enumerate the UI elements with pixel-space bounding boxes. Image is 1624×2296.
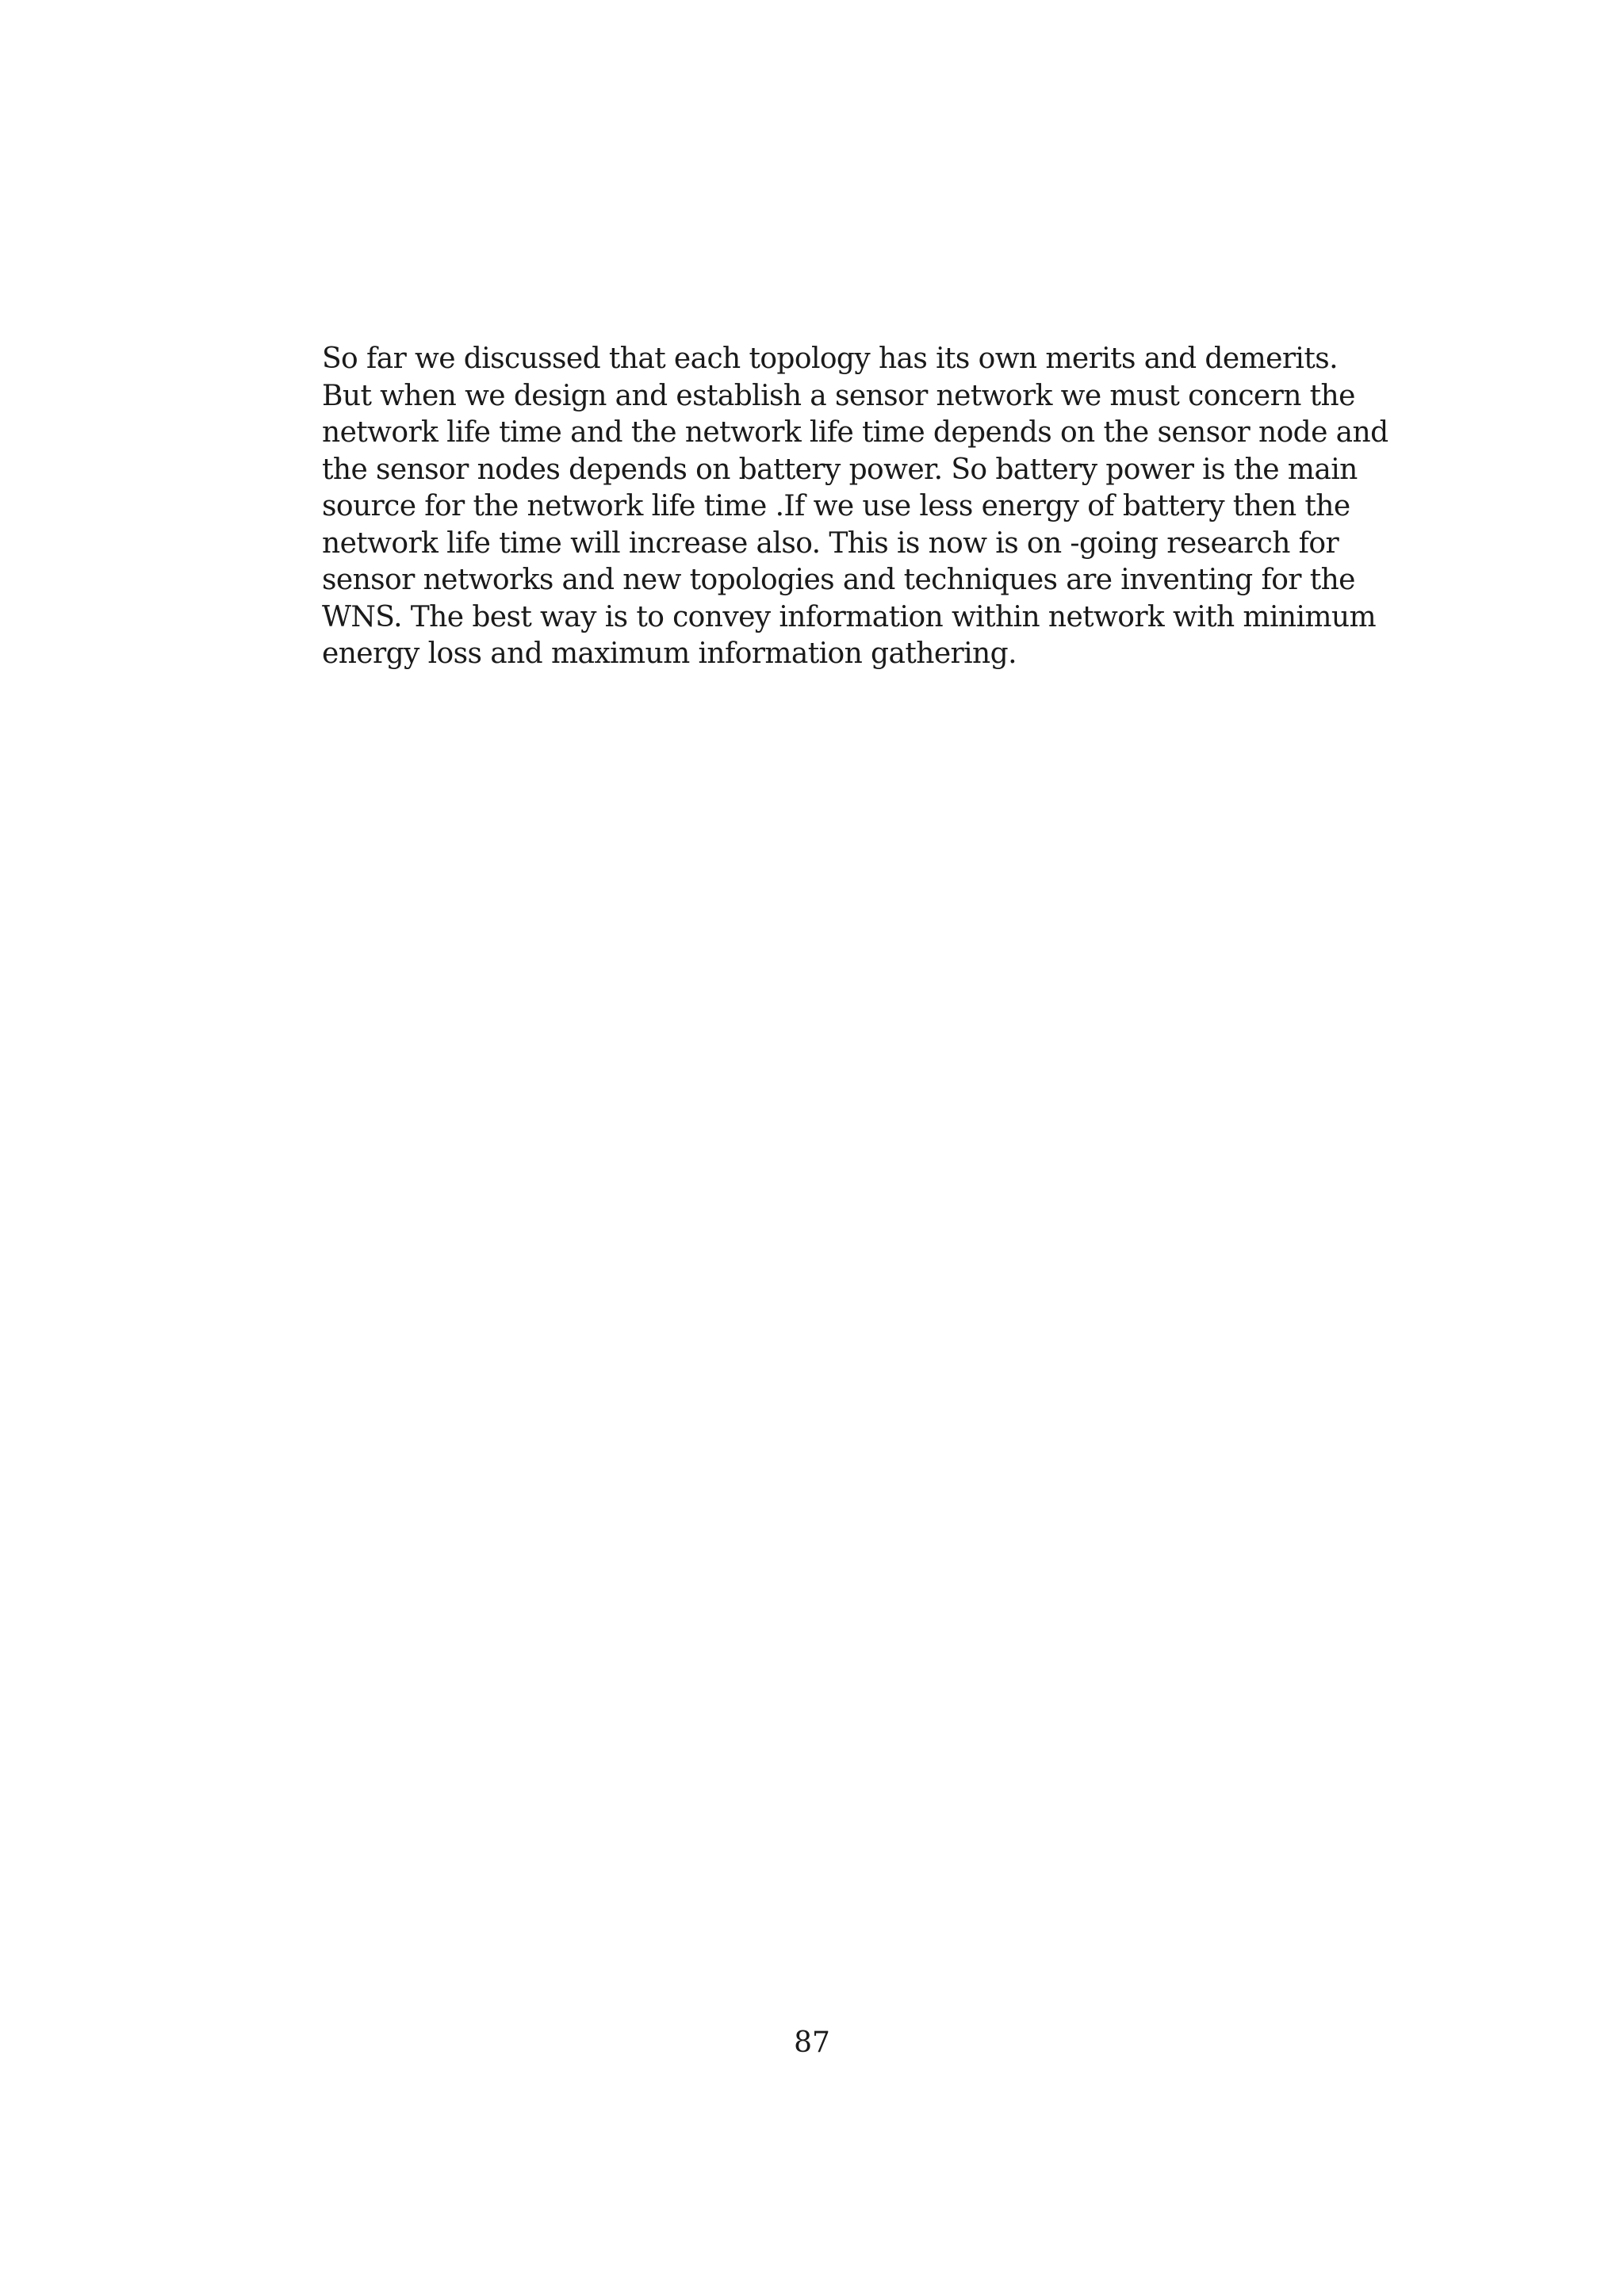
body-paragraph: [322, 341, 1388, 673]
paragraph-line: WNS. The best way is to convey information within network with minimum: [322, 600, 1377, 633]
paragraph-line: source for the network life time .If we use less energy of battery then the: [322, 490, 1350, 522]
paragraph-line: energy loss and maximum information gathering.: [322, 637, 1017, 670]
paragraph-line: But when we design and establish a sensor network we must concern the: [322, 379, 1355, 412]
paragraph-line: network life time will increase also. This is now is on -going research for: [322, 526, 1339, 560]
page-number: 87: [794, 2026, 830, 2059]
paragraph-line: So far we discussed that each topology has its own merits and demerits.: [322, 342, 1338, 375]
paragraph-line: network life time and the network life time depends on the sensor node and: [322, 416, 1388, 449]
paragraph-line: the sensor nodes depends on battery power. So battery power is the main: [322, 453, 1358, 486]
paragraph-line: sensor networks and new topologies and techniques are inventing for the: [322, 564, 1355, 596]
